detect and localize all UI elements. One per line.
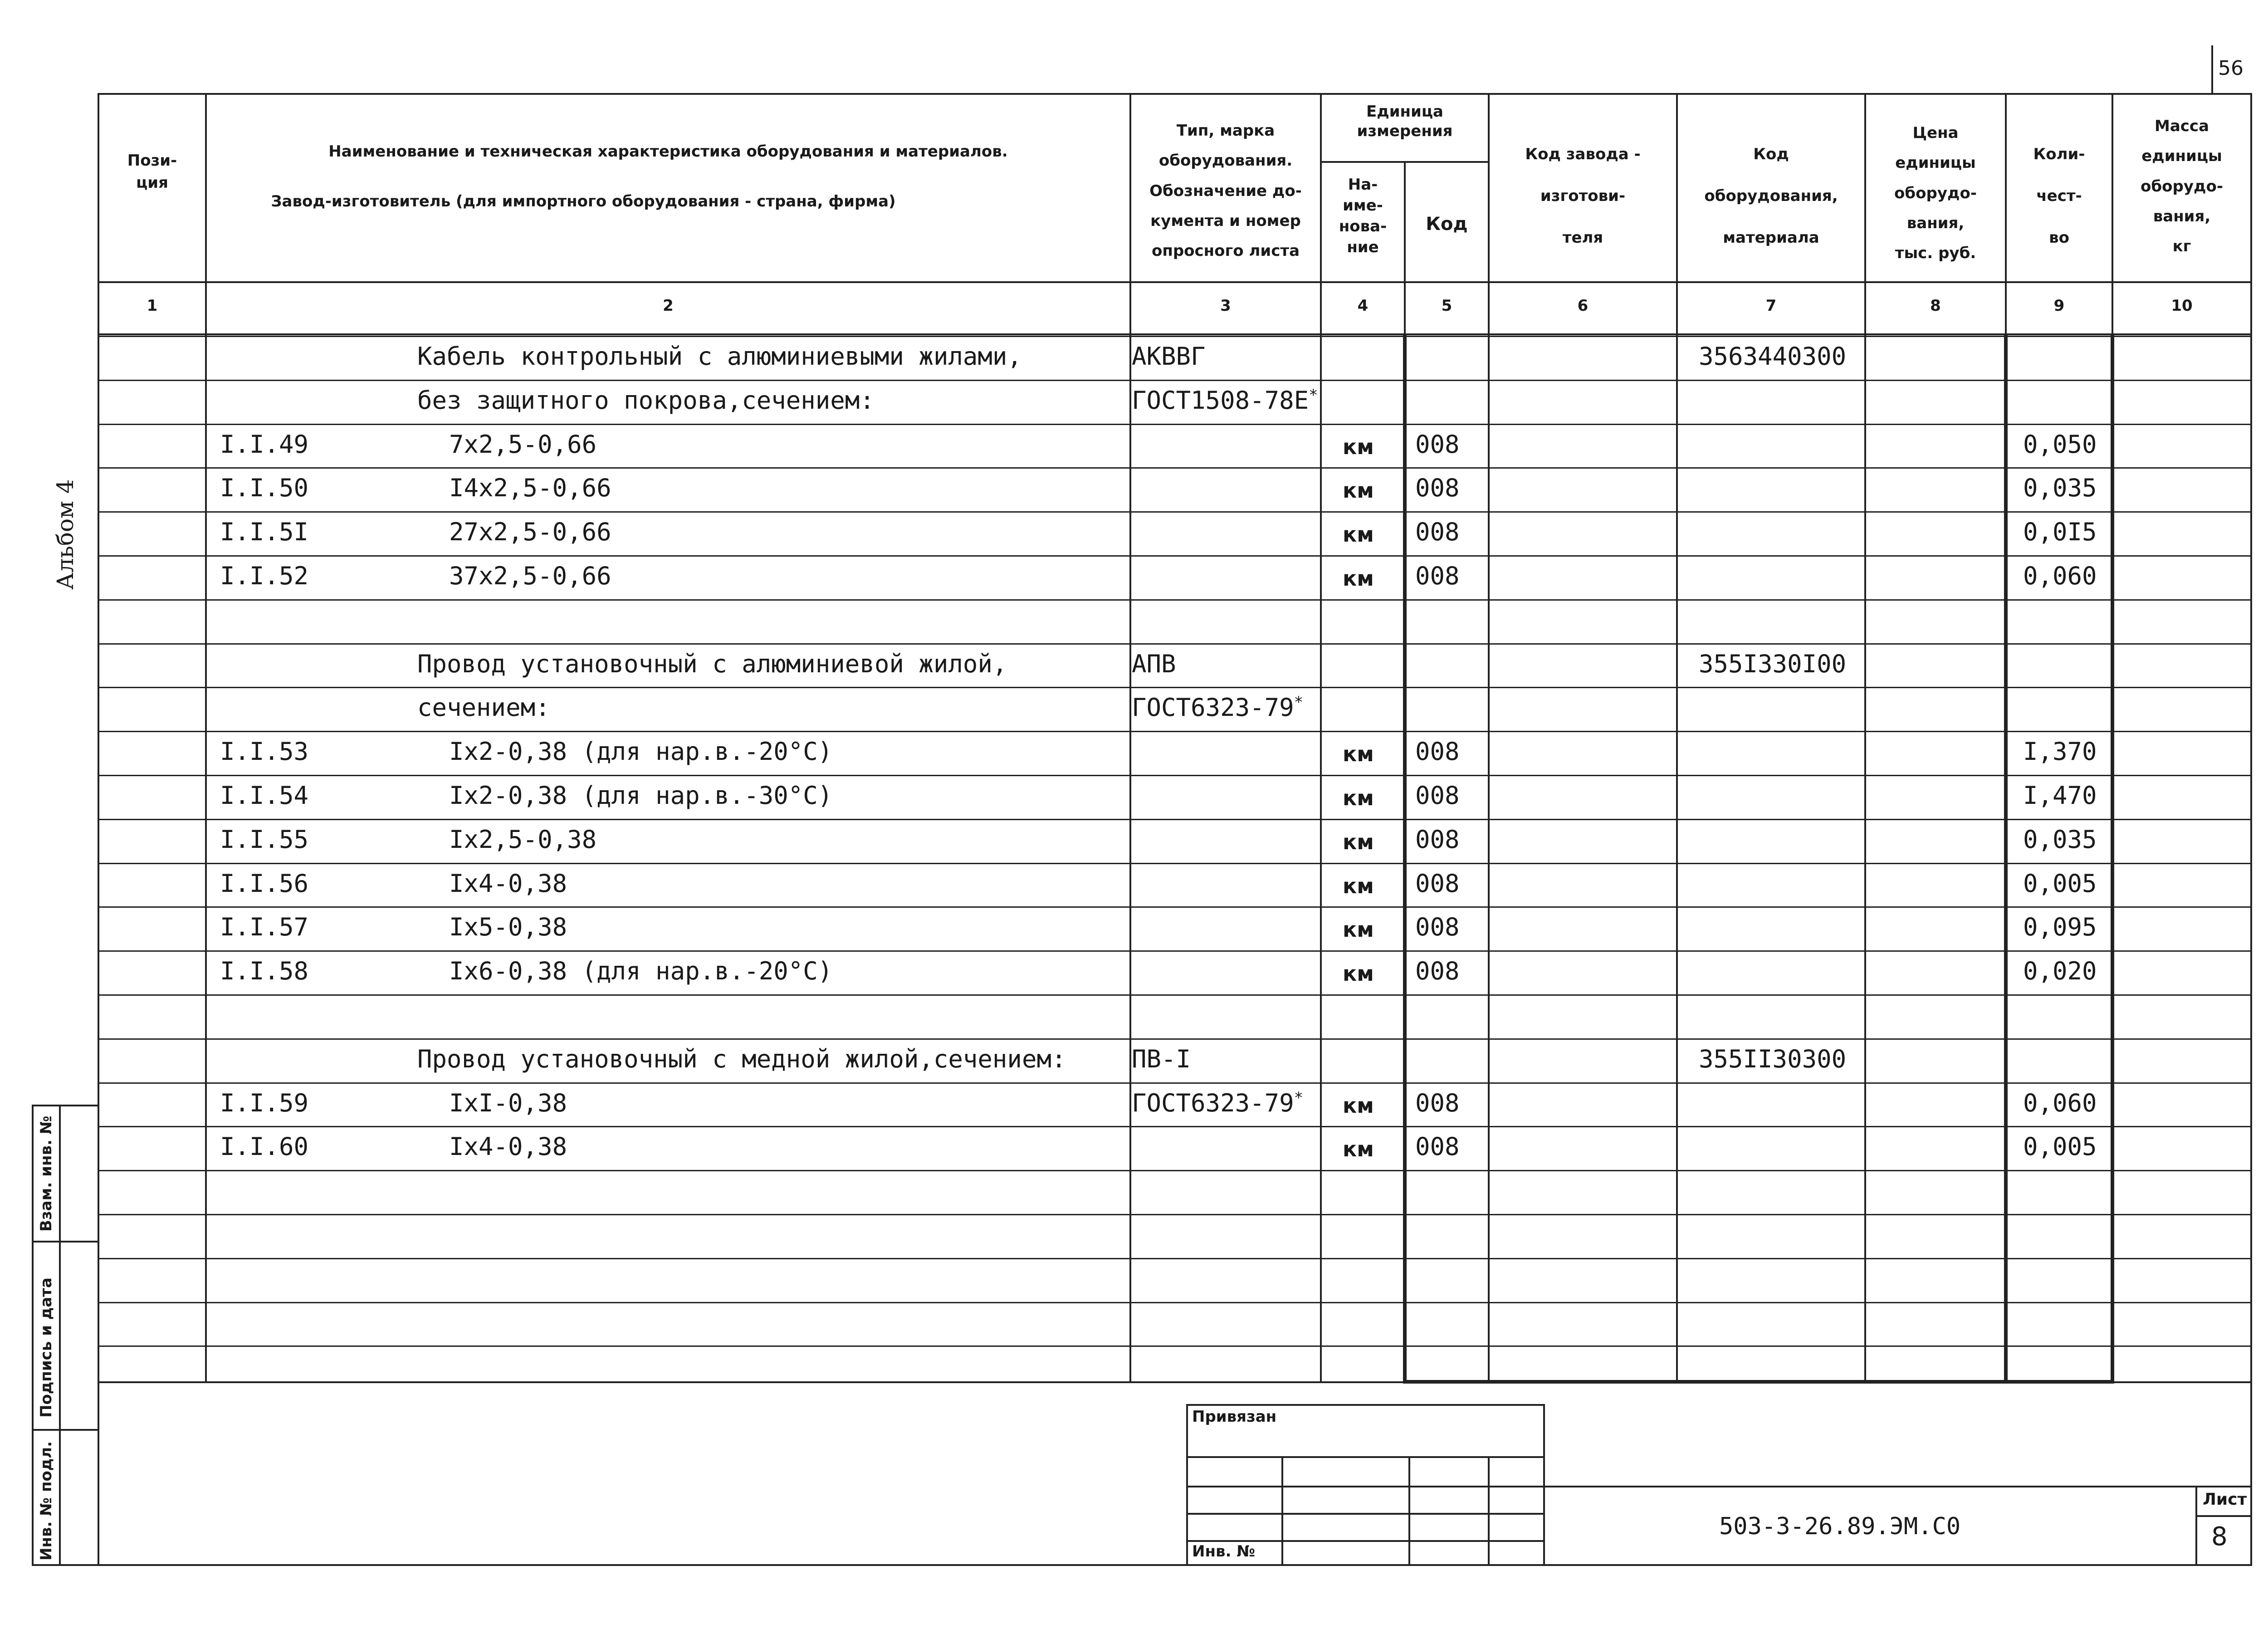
position-cell: I.I.55	[220, 825, 309, 854]
header-col-name-line2: Завод-изготовитель (для импортного оборудования - страна, фирма)	[271, 192, 896, 210]
sheet-box-divider	[2195, 1515, 2252, 1517]
thick-border-col5	[1403, 333, 1407, 1381]
unit-code-cell: 008	[1415, 1089, 1460, 1117]
quantity-cell: 0,005	[2023, 869, 2097, 898]
col-divider-5	[1488, 93, 1490, 1381]
header-col-type: Тип, марка оборудования. Обозначение до- кумента и номер опросного листа	[1149, 122, 1302, 260]
equipment-code-cell: 355I330I00	[1699, 650, 1847, 678]
page-number-corner: 56	[2218, 57, 2244, 80]
name-cell: I4х2,5-0,66	[449, 474, 611, 502]
unit-cell: км	[1343, 566, 1374, 591]
unit-code-cell: 008	[1415, 913, 1460, 941]
name-cell: Провод установочный с алюминиевой жилой,	[417, 650, 1007, 678]
equipment-code-cell: 3563440300	[1699, 342, 1847, 371]
header-col-name-line1: Наименование и техническая характеристика оборудования и материалов.	[328, 142, 1008, 161]
header-col-unit-name: На- име- нова- ние	[1339, 176, 1387, 256]
sheet-box-left	[2195, 1486, 2197, 1565]
col-number-7: 7	[1765, 297, 1777, 315]
sheet-label: Лист	[2203, 1490, 2247, 1509]
quantity-cell: 0,020	[2023, 957, 2097, 985]
unit-code-cell: 008	[1415, 825, 1460, 854]
unit-cell: км	[1343, 917, 1374, 942]
position-cell: I.I.56	[220, 869, 309, 898]
sheet-number: 8	[2211, 1522, 2228, 1551]
stamp-left-border	[32, 1105, 34, 1565]
header-col-position: Пози- ция	[127, 152, 177, 192]
row-line	[98, 731, 2252, 732]
row-line	[98, 424, 2252, 425]
unit-code-cell: 008	[1415, 518, 1460, 546]
col-divider-7	[1864, 93, 1866, 1381]
unit-cell: км	[1343, 830, 1374, 854]
row-line	[98, 1345, 2252, 1347]
type-cell: ГОСТ6323-79*	[1132, 693, 1304, 722]
table-top-border	[98, 93, 2252, 95]
row-line	[98, 687, 2252, 688]
name-cell: Iх2-0,38 (для нар.в.-20°С)	[449, 737, 833, 766]
position-cell: I.I.58	[220, 957, 309, 985]
position-cell: I.I.54	[220, 781, 309, 810]
page-bottom-border	[32, 1564, 2252, 1566]
name-cell: Iх2,5-0,38	[449, 825, 597, 854]
row-line	[98, 819, 2252, 820]
col-divider-2	[1129, 93, 1131, 1381]
row-line	[98, 1082, 2252, 1084]
row-line	[98, 1126, 2252, 1127]
doc-code-top	[1543, 1486, 2252, 1487]
table-body-bottom	[98, 1381, 2252, 1383]
col-number-2: 2	[663, 297, 674, 315]
position-cell: I.I.5I	[220, 518, 309, 546]
type-cell: АКВВГ	[1132, 342, 1206, 371]
row-line	[98, 1258, 2252, 1259]
title-block-line-4	[1186, 1540, 1545, 1542]
name-cell: Iх2-0,38 (для нар.в.-30°С)	[449, 781, 833, 810]
col-number-3: 3	[1220, 297, 1231, 315]
table-right-border	[2250, 93, 2252, 1565]
position-cell: I.I.59	[220, 1089, 309, 1117]
type-cell: АПВ	[1132, 650, 1176, 678]
col-number-1: 1	[147, 297, 158, 315]
row-line	[98, 906, 2252, 908]
unit-code-cell: 008	[1415, 957, 1460, 985]
header-col-unit-code: Код	[1426, 214, 1468, 235]
row-line	[98, 599, 2252, 601]
row-line	[98, 511, 2252, 513]
header-col-mass: Масса единицы оборудо- вания, кг	[2141, 117, 2223, 256]
name-cell: Iх4-0,38	[449, 1132, 567, 1161]
corner-mark	[2211, 45, 2213, 93]
unit-cell: км	[1343, 961, 1374, 986]
row-line	[98, 1038, 2252, 1040]
type-cell: ПВ-I	[1132, 1045, 1191, 1073]
name-cell: IхI-0,38	[449, 1089, 567, 1117]
row-line	[98, 863, 2252, 864]
unit-code-cell: 008	[1415, 474, 1460, 502]
title-block-col-3	[1488, 1456, 1490, 1565]
unit-code-cell: 008	[1415, 430, 1460, 459]
stamp-vzam-inv: Взам. инв. №	[37, 1115, 55, 1232]
header-col-unit-group: Единица измерения	[1357, 103, 1453, 140]
title-block-col-1	[1281, 1456, 1283, 1565]
name-cell: Iх4-0,38	[449, 869, 567, 898]
col-number-10: 10	[2171, 297, 2193, 315]
unit-code-cell: 008	[1415, 737, 1460, 766]
column-number-border	[98, 333, 2252, 335]
position-cell: I.I.53	[220, 737, 309, 766]
name-cell: Кабель контрольный с алюминиевыми жилами,	[417, 342, 1022, 371]
header-col-quantity: Коли- чест- во	[2033, 145, 2085, 247]
position-cell: I.I.60	[220, 1132, 309, 1161]
title-block-line-2	[1186, 1486, 1545, 1487]
name-cell: сечением:	[417, 693, 550, 722]
name-cell: Iх6-0,38 (для нар.в.-20°С)	[449, 957, 833, 985]
header-col-equipment-code: Код оборудования, материала	[1704, 145, 1838, 247]
header-col-price: Цена единицы оборудо- вания, тыс. руб.	[1894, 124, 1977, 263]
name-cell: 7х2,5-0,66	[449, 430, 597, 459]
stamp-div-2	[32, 1429, 99, 1431]
stamp-inv-podl: Инв. № подл.	[37, 1441, 55, 1561]
col-number-5: 5	[1441, 297, 1452, 315]
unit-code-cell: 008	[1415, 1132, 1460, 1161]
position-cell: I.I.52	[220, 562, 309, 590]
quantity-cell: 0,060	[2023, 562, 2097, 590]
quantity-cell: 0,035	[2023, 825, 2097, 854]
title-block-line-3	[1186, 1513, 1545, 1515]
quantity-cell: I,470	[2023, 781, 2097, 810]
row-line	[98, 555, 2252, 557]
quantity-cell: 0,060	[2023, 1089, 2097, 1117]
unit-code-cell: 008	[1415, 781, 1460, 810]
row-line	[98, 336, 2252, 337]
unit-cell: км	[1343, 742, 1374, 766]
privyazan-label: Привязан	[1192, 1408, 1277, 1426]
title-block-top	[1186, 1404, 1545, 1406]
quantity-cell: I,370	[2023, 737, 2097, 766]
unit-cell: км	[1343, 786, 1374, 810]
thick-border-col9	[2004, 333, 2008, 1381]
row-line	[98, 467, 2252, 469]
row-line	[98, 380, 2252, 381]
name-cell: 27х2,5-0,66	[449, 518, 611, 546]
col-divider-1	[205, 93, 207, 1381]
row-line	[98, 1170, 2252, 1171]
col-number-9: 9	[2053, 297, 2065, 315]
unit-cell: км	[1343, 522, 1374, 547]
name-cell: Провод установочный с медной жилой,сечением:	[417, 1045, 1066, 1073]
row-line	[98, 950, 2252, 952]
type-cell: ГОСТ6323-79*	[1132, 1089, 1304, 1117]
name-cell: Iх5-0,38	[449, 913, 567, 941]
col-divider-3	[1320, 93, 1322, 1381]
title-block-line-1	[1186, 1456, 1545, 1458]
stamp-podpis-data: Подпись и дата	[37, 1277, 55, 1418]
col-number-8: 8	[1930, 297, 1941, 315]
col-number-6: 6	[1577, 297, 1589, 315]
row-line	[98, 643, 2252, 645]
equipment-code-cell: 355II30300	[1699, 1045, 1847, 1073]
col-divider-6	[1676, 93, 1678, 1381]
unit-code-cell: 008	[1415, 562, 1460, 590]
unit-cell: км	[1343, 435, 1374, 459]
unit-cell: км	[1343, 1137, 1374, 1161]
position-cell: I.I.57	[220, 913, 309, 941]
col-number-4: 4	[1357, 297, 1369, 315]
header-bottom-border	[98, 281, 2252, 283]
quantity-cell: 0,035	[2023, 474, 2097, 502]
quantity-cell: 0,050	[2023, 430, 2097, 459]
row-line	[98, 775, 2252, 776]
name-cell: без защитного покрова,сечением:	[417, 386, 875, 415]
row-line	[98, 1302, 2252, 1303]
type-cell: ГОСТ1508-78Е*	[1132, 386, 1318, 415]
position-cell: I.I.50	[220, 474, 309, 502]
stamp-mid-border	[59, 1105, 61, 1565]
thick-border-col10	[2111, 333, 2114, 1381]
quantity-cell: 0,0I5	[2023, 518, 2097, 546]
title-block-col-2	[1408, 1456, 1410, 1565]
quantity-cell: 0,095	[2023, 913, 2097, 941]
unit-code-cell: 008	[1415, 869, 1460, 898]
header-col-factory-code: Код завода - изготови- теля	[1525, 145, 1641, 247]
quantity-cell: 0,005	[2023, 1132, 2097, 1161]
row-line	[98, 994, 2252, 996]
unit-cell: км	[1343, 874, 1374, 898]
stamp-div-1	[32, 1241, 99, 1243]
name-cell: 37х2,5-0,66	[449, 562, 611, 590]
position-cell: I.I.49	[220, 430, 309, 459]
row-line	[98, 1214, 2252, 1215]
unit-cell: км	[1343, 1093, 1374, 1118]
album-label: Альбом 4	[52, 479, 78, 590]
inv-no-label: Инв. №	[1192, 1542, 1256, 1561]
unit-cell: км	[1343, 478, 1374, 503]
stamp-top	[32, 1105, 99, 1106]
document-code: 503-3-26.89.ЭМ.С0	[1719, 1513, 1961, 1540]
